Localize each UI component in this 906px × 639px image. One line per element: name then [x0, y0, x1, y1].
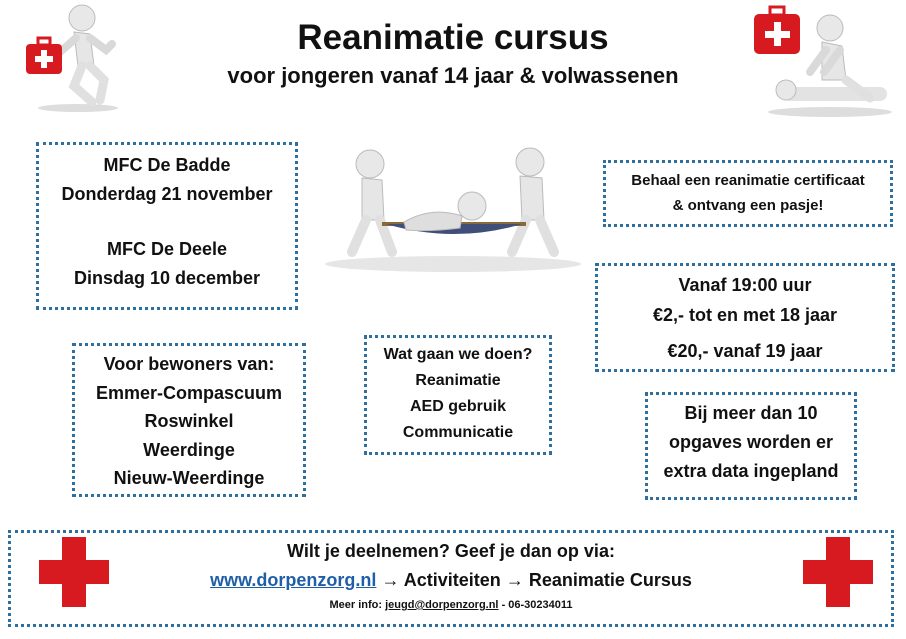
pricing-box: [595, 263, 895, 372]
stretcher-carriers-illustration: [322, 140, 584, 274]
phone-number: - 06-30234011: [501, 599, 573, 611]
residents-box: [72, 343, 306, 497]
page-title: Reanimatie cursus: [297, 18, 609, 57]
certificate-line-1: Behaal een reanimatie certificaat: [631, 172, 865, 189]
residents-place: Roswinkel: [144, 411, 234, 431]
start-time: Vanaf 19:00 uur: [678, 275, 812, 295]
info-label: Meer info:: [329, 599, 383, 611]
residents-place: Weerdinge: [143, 439, 235, 460]
activity-item: Communicatie: [402, 424, 514, 441]
contact-info: [11, 599, 891, 611]
activity-item: Reanimatie: [415, 372, 501, 389]
signup-call-to-action: Wilt je deelnemen? Geef je dan op via:: [287, 541, 615, 561]
path-step-course: Reanimatie Cursus: [528, 570, 692, 590]
location-2-date: Dinsdag 10 december: [73, 268, 261, 288]
activities-heading: Wat gaan we doen?: [383, 346, 533, 363]
website-link[interactable]: www.dorpenzorg.nl: [210, 570, 377, 590]
arrow-right-icon: →: [505, 570, 524, 590]
locations-box: [36, 142, 298, 310]
residents-place: Nieuw-Weerdinge: [113, 468, 265, 488]
activity-item: AED gebruik: [409, 398, 506, 415]
certificate-line-2: & ontvang een pasje!: [672, 197, 824, 214]
location-1-name: MFC De Badde: [103, 155, 231, 175]
page-subtitle: voor jongeren vanaf 14 jaar & volwassenen: [227, 63, 679, 88]
arrow-right-icon: →: [381, 570, 400, 590]
extra-dates-box: [645, 392, 857, 500]
price-adult: €20,- vanaf 19 jaar: [667, 341, 823, 361]
footer-box: [8, 530, 894, 627]
activities-box: [364, 335, 552, 455]
extra-line-1: Bij meer dan 10: [684, 403, 818, 423]
residents-place: Emmer-Compascuum: [95, 382, 283, 403]
location-2-name: MFC De Deele: [106, 239, 228, 259]
location-1-date: Donderdag 21 november: [61, 184, 273, 204]
signup-path: [11, 570, 891, 591]
path-step-activities: Activiteiten: [403, 570, 501, 590]
residents-heading: Voor bewoners van:: [103, 354, 275, 374]
email-link[interactable]: jeugd@dorpenzorg.nl: [385, 599, 499, 611]
extra-line-2: opgaves worden er: [668, 432, 834, 452]
certificate-box: [603, 160, 893, 227]
extra-line-3: extra data ingepland: [663, 461, 839, 481]
price-young: €2,- tot en met 18 jaar: [652, 305, 838, 325]
